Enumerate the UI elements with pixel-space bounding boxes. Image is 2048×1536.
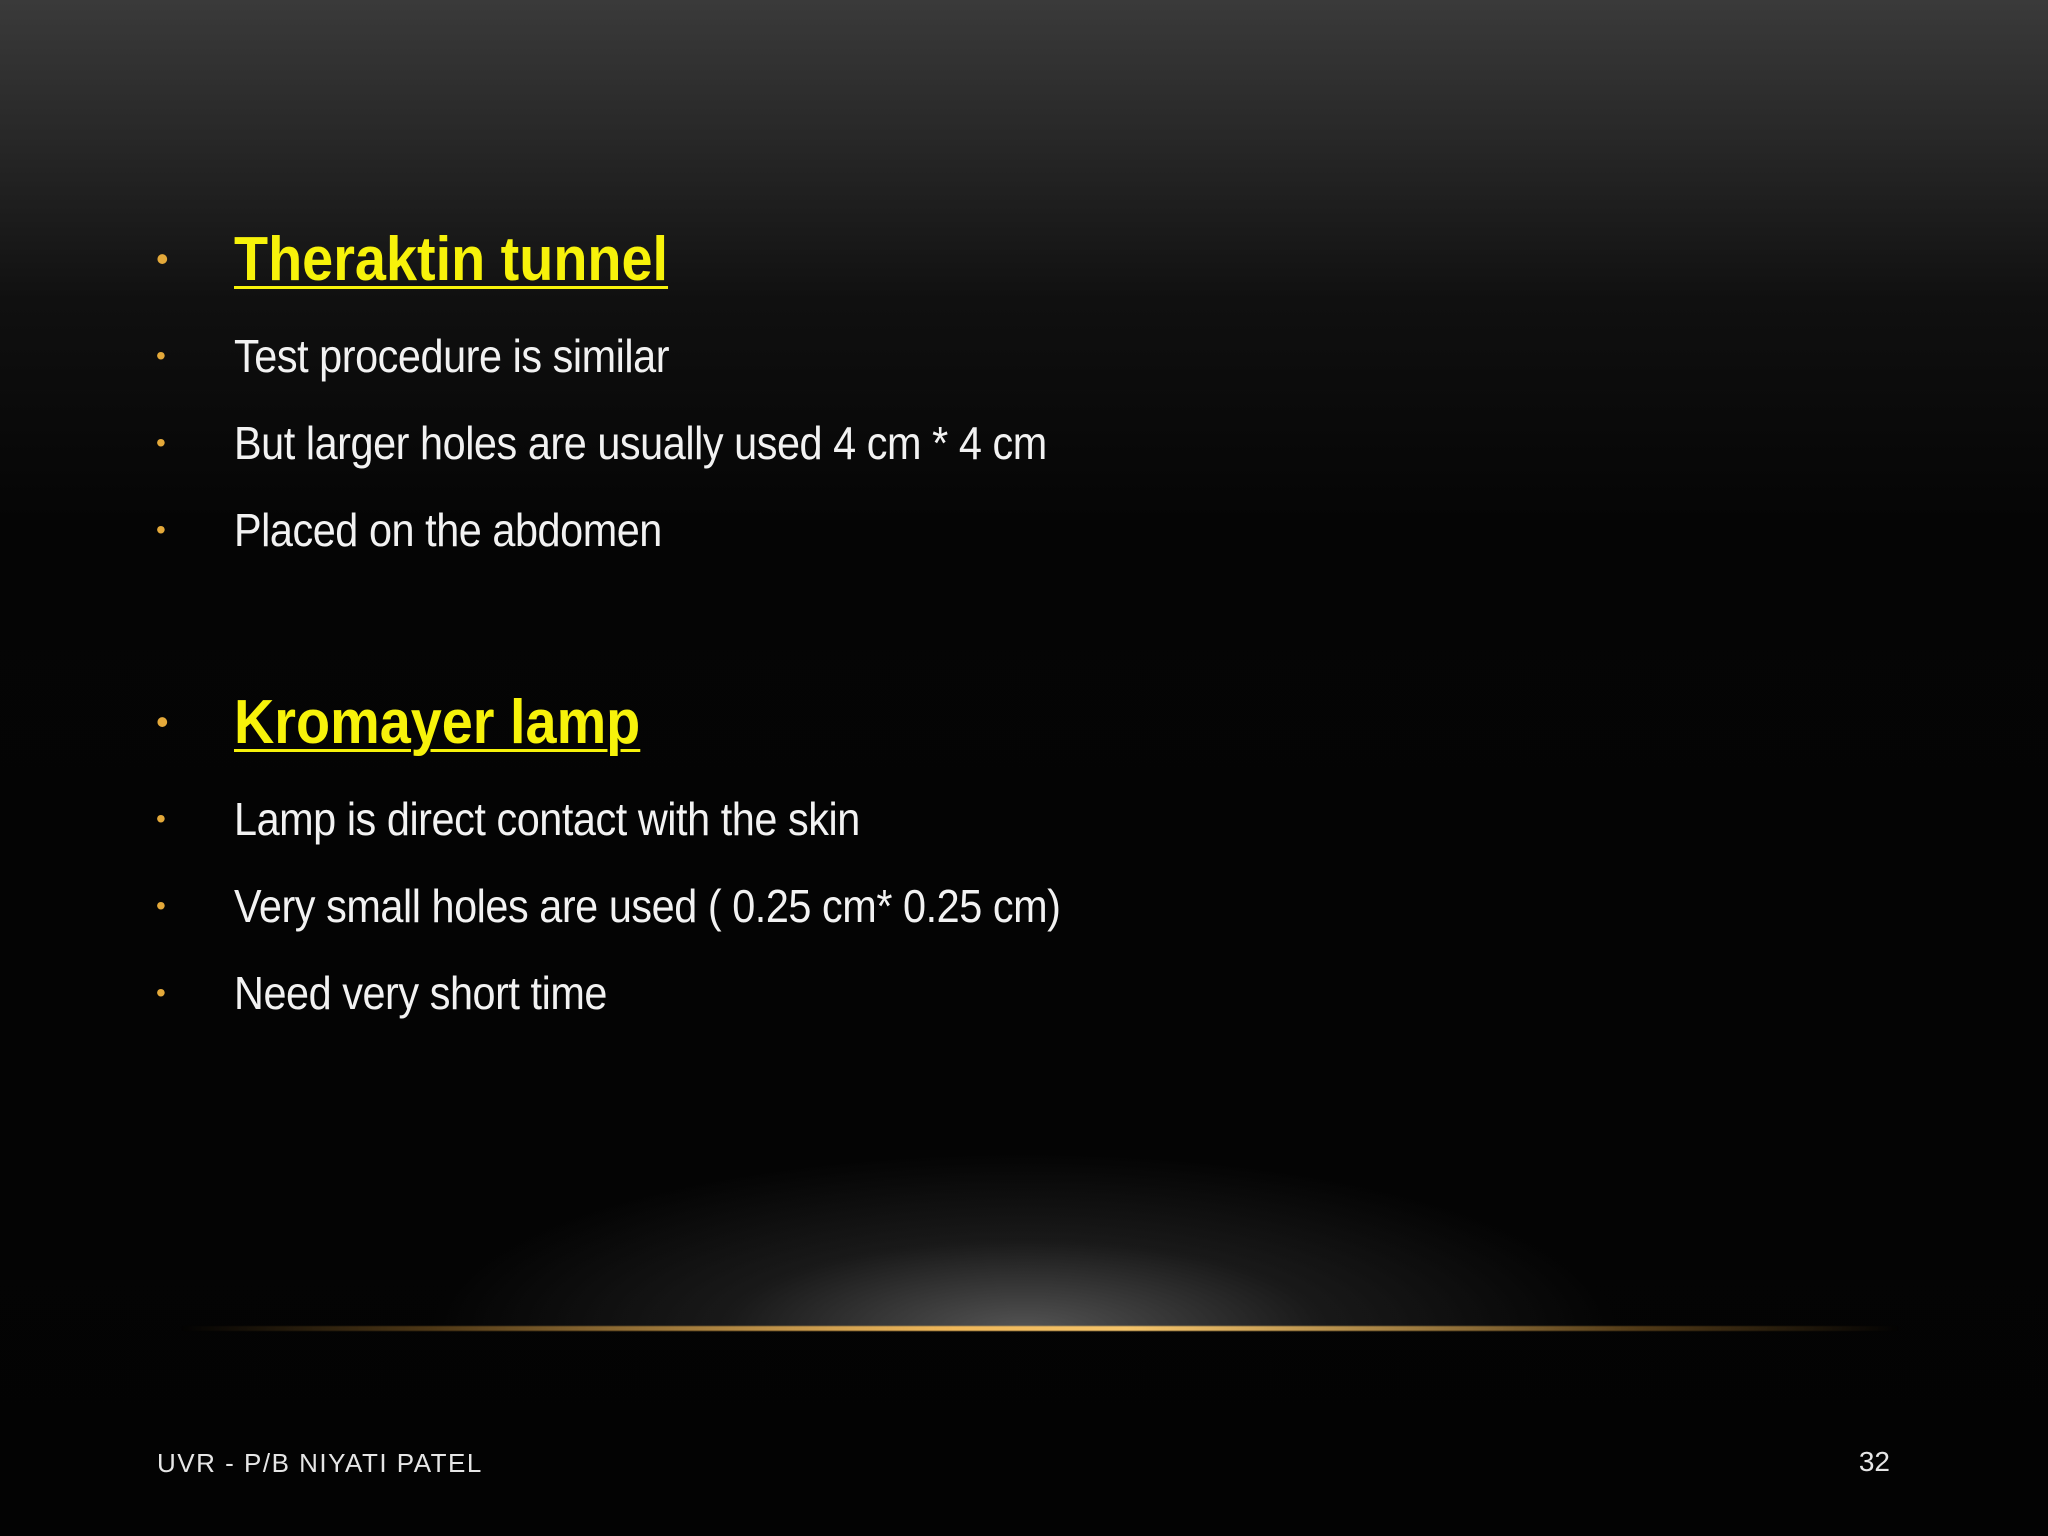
bullet-icon: • bbox=[156, 977, 166, 1008]
bullet-icon: • bbox=[156, 340, 166, 371]
list-item-text: Need very short time bbox=[234, 967, 607, 1019]
section-heading: Theraktin tunnel bbox=[234, 224, 669, 294]
bullet-icon: • bbox=[156, 701, 169, 742]
section-heading-row bbox=[156, 224, 716, 294]
bullet-icon: • bbox=[156, 514, 166, 545]
section-heading: Kromayer lamp bbox=[234, 687, 641, 757]
list-item bbox=[156, 495, 709, 565]
bullet-icon: • bbox=[156, 803, 166, 834]
list-item bbox=[156, 871, 1152, 941]
list-item bbox=[156, 408, 1137, 478]
list-item bbox=[156, 958, 648, 1028]
list-item-text: Test procedure is similar bbox=[234, 330, 670, 382]
list-item bbox=[156, 784, 929, 854]
list-item-text: Placed on the abdomen bbox=[234, 504, 662, 556]
list-item bbox=[156, 321, 717, 391]
list-item-text: Very small holes are used ( 0.25 cm* 0.25 cm) bbox=[234, 880, 1061, 932]
bullet-icon: • bbox=[156, 427, 166, 458]
page-number: 32 bbox=[1858, 1446, 1890, 1477]
bullet-icon: • bbox=[156, 890, 166, 921]
bullet-icon: • bbox=[156, 238, 169, 279]
footer-author: UVR - P/B NIYATI PATEL bbox=[157, 1448, 483, 1478]
list-item-text: Lamp is direct contact with the skin bbox=[234, 793, 860, 845]
section-heading-row bbox=[156, 687, 685, 757]
list-item-text: But larger holes are usually used 4 cm * 4 cm bbox=[234, 417, 1047, 469]
